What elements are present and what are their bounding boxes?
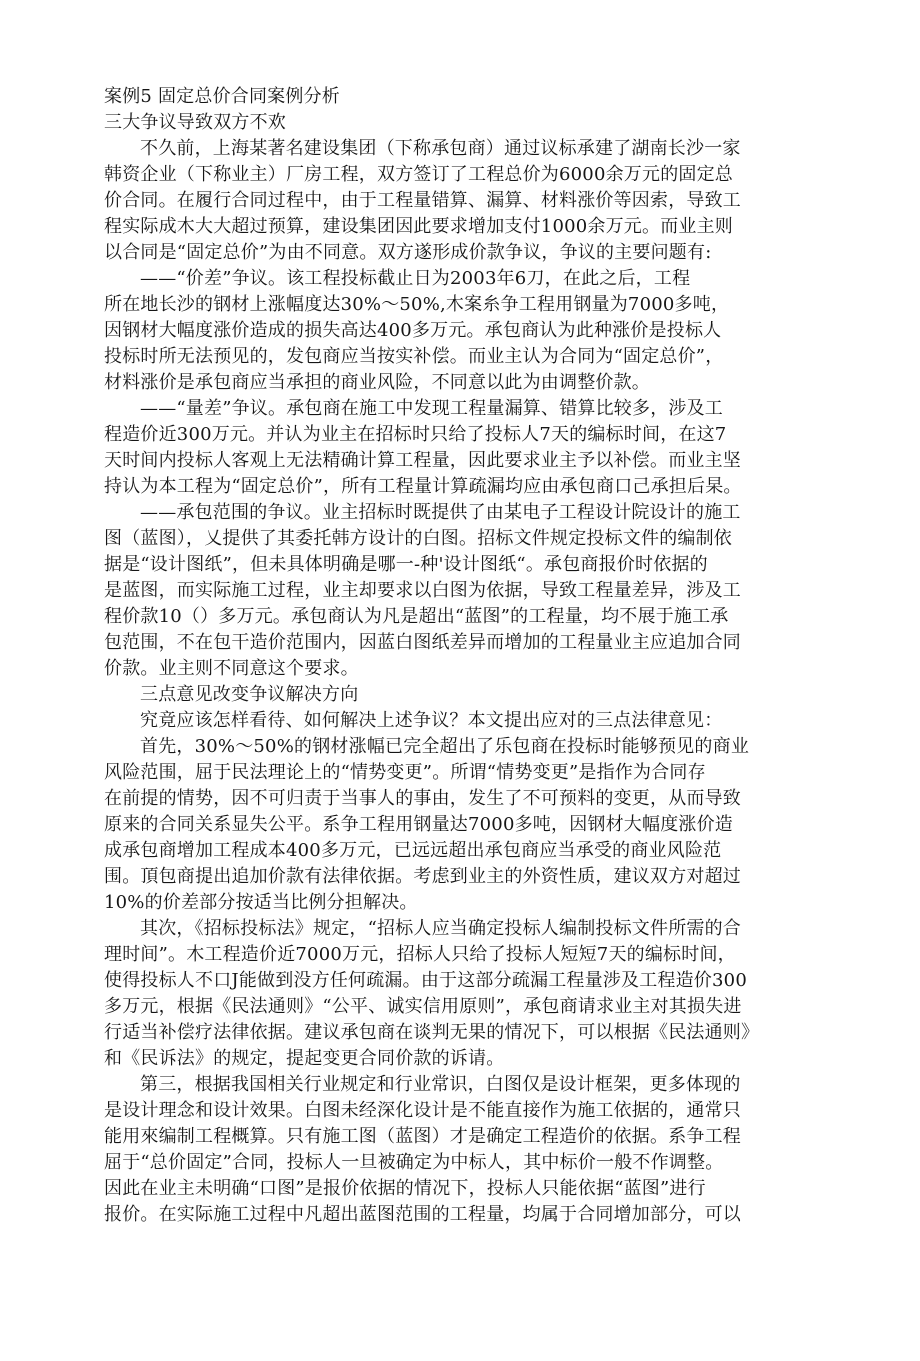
paragraph-line: 是设计理念和设计效果。白图未经深化设计是不能直接作为施工依据的，通常只	[104, 1100, 741, 1121]
paragraph-line: 程实际成木大大超过预算，建设集团因此要求增加支付1000余万元。而业主则	[104, 216, 734, 237]
paragraph-line: 材料涨价是承包商应当承担的商业风险，不同意以此为由调整价款。	[104, 372, 650, 393]
paragraph-line: 理时间”。木工程造价近7000万元，招标人只给了投标人短短7天的编标时间，	[104, 944, 736, 965]
paragraph-line: 使得投标人不口J能做到没方任何疏漏。由于这部分疏漏工程量涉及工程造价300	[104, 970, 747, 991]
paragraph-line: 因钢材大幅度涨价造成的损失高达400多万元。承包商认为此种涨价是投标人	[104, 320, 722, 341]
paragraph-line: 不久前，上海某著名建设集团（下称承包商）通过议标承建了湖南长沙一家	[140, 138, 741, 159]
paragraph-line: 10%的价差部分按适当比例分担解决。	[104, 892, 418, 913]
paragraph-line: 报价。在实际施工过程中凡超出蓝图范围的工程量，均属于合同增加部分，可以	[104, 1204, 741, 1225]
paragraph-line: 天时间内投标人客观上无法精确计算工程量，因此要求业主予以补偿。而业主坚	[104, 450, 741, 471]
paragraph-line: 在前提的情势，因不可归责于当事人的事由，发生了不可预料的变更，从而导致	[104, 788, 741, 809]
paragraph-line: ——“价差”争议。该工程投标截止日为2003年6刀，在此之后，工程	[140, 268, 691, 289]
paragraph-line: 持认为本工程为“固定总价”，所有工程量计算疏漏均应由承包商口己承担后杲。	[104, 476, 742, 497]
paragraph-line: 围。頂包商提出追加价款有法律依据。考虑到业主的外资性质，建议双方对超过	[104, 866, 741, 887]
paragraph-line: 以合同是“固定总价”为由不同意。双方遂形成价款争议，争议的主要问题有:	[104, 242, 712, 263]
paragraph-line: 程造价近300万元。并认为业主在招标时只给了投标人7天的编标时间，在这7	[104, 424, 727, 445]
paragraph-line: 因此在业主未明确“口图”是报价依据的情况下，投标人只能依据“蓝图”进行	[104, 1178, 706, 1199]
paragraph-line: 包范围，不在包干造价范围内，因蓝白图纸差异而增加的工程量业主应追加合同	[104, 632, 741, 653]
paragraph-line: 屈于“总价固定”合同，投标人一旦被确定为中标人，其中标价一般不作调整。	[104, 1152, 724, 1173]
paragraph-line: ——承包范围的争议。业主招标时既提供了由某电子工程设计院设计的施工	[140, 502, 741, 523]
paragraph-line: 据是“设计图纸”，但未具体明确是哪一-种'设计图纸“。承包商报价时依据的	[104, 554, 708, 575]
paragraph-line: 风险范围，屈于民法理论上的“情势变更”。所谓“情势变更”是指作为合同存	[104, 762, 706, 783]
paragraph-line: 行适当补偿疗法律依据。建议承包商在谈判无果的情况下，可以根据《民法通则》	[104, 1022, 760, 1043]
paragraph-line: 是蓝图，而实际施工过程，业主却要求以白图为依据，导致工程量差异，涉及工	[104, 580, 741, 601]
paragraph-line: 价款。业主则不同意这个要求。	[104, 658, 359, 679]
paragraph-line: 能用來编制工程概算。只有施工图（蓝图）才是确定工程造价的依据。系争工程	[104, 1126, 741, 1147]
paragraph-line: 究竟应该怎样看待、如何解决上述争议？本文提出应对的三点法律意见：	[140, 710, 723, 731]
paragraph-line: 成承包商增加工程成本400多万元，已远远超出承包商应当承受的商业风险范	[104, 840, 722, 861]
paragraph-line: 图（蓝图），乂提供了其委托韩方设计的白图。招标文件规定投标文件的编制依	[104, 528, 732, 549]
paragraph-line: 和《民诉法》的规定，提起变更合同价款的诉请。	[104, 1048, 505, 1069]
section-heading: 三大争议导致双方不欢	[104, 112, 286, 133]
paragraph-line: 第三，根据我国相关行业规定和行业常识，白图仅是设计框架，更多体现的	[140, 1074, 741, 1095]
paragraph-line: 多万元，根据《民法通则》“公平、诚实信用原则”，承包商请求业主对其损失进	[104, 996, 742, 1017]
paragraph-line: 价合同。在履行合同过程中，由于工程量错算、漏算、材料涨价等因索，导致工	[104, 190, 741, 211]
paragraph-line: ——“量差”争议。承包商在施工中发现工程量漏算、错算比较多，涉及工	[140, 398, 724, 419]
paragraph-line: 其次，《招标投标法》规定，“招标人应当确定投标人编制投标文件所需的合	[140, 918, 741, 939]
section-heading: 三点意见改变争议解决方向	[140, 684, 359, 705]
paragraph-line: 韩资企业（下称业主）厂房工程，双方签订了工程总价为6000余万元的固定总	[104, 164, 734, 185]
paragraph-line: 投标时所无法预见的，发包商应当按实补偿。而业主认为合同为“固定总价”，	[104, 346, 724, 367]
document-title: 案例5 固定总价合同案例分析	[104, 86, 340, 107]
paragraph-line: 所在地长沙的钢材上涨幅度达30%～50%,木案糸争工程用钢量为7000多吨，	[104, 294, 730, 315]
paragraph-line: 程价款10（）多万元。承包商认为凡是超出“蓝图”的工程量，均不展于施工承	[104, 606, 729, 627]
paragraph-line: 原来的合同关系显失公平。系争工程用钢量达7000多吨，因钢材大幅度涨价造	[104, 814, 734, 835]
paragraph-line: 首先，30%～50%的钢材涨幅已完全超出了乐包商在投标时能够预见的商业	[140, 736, 750, 757]
